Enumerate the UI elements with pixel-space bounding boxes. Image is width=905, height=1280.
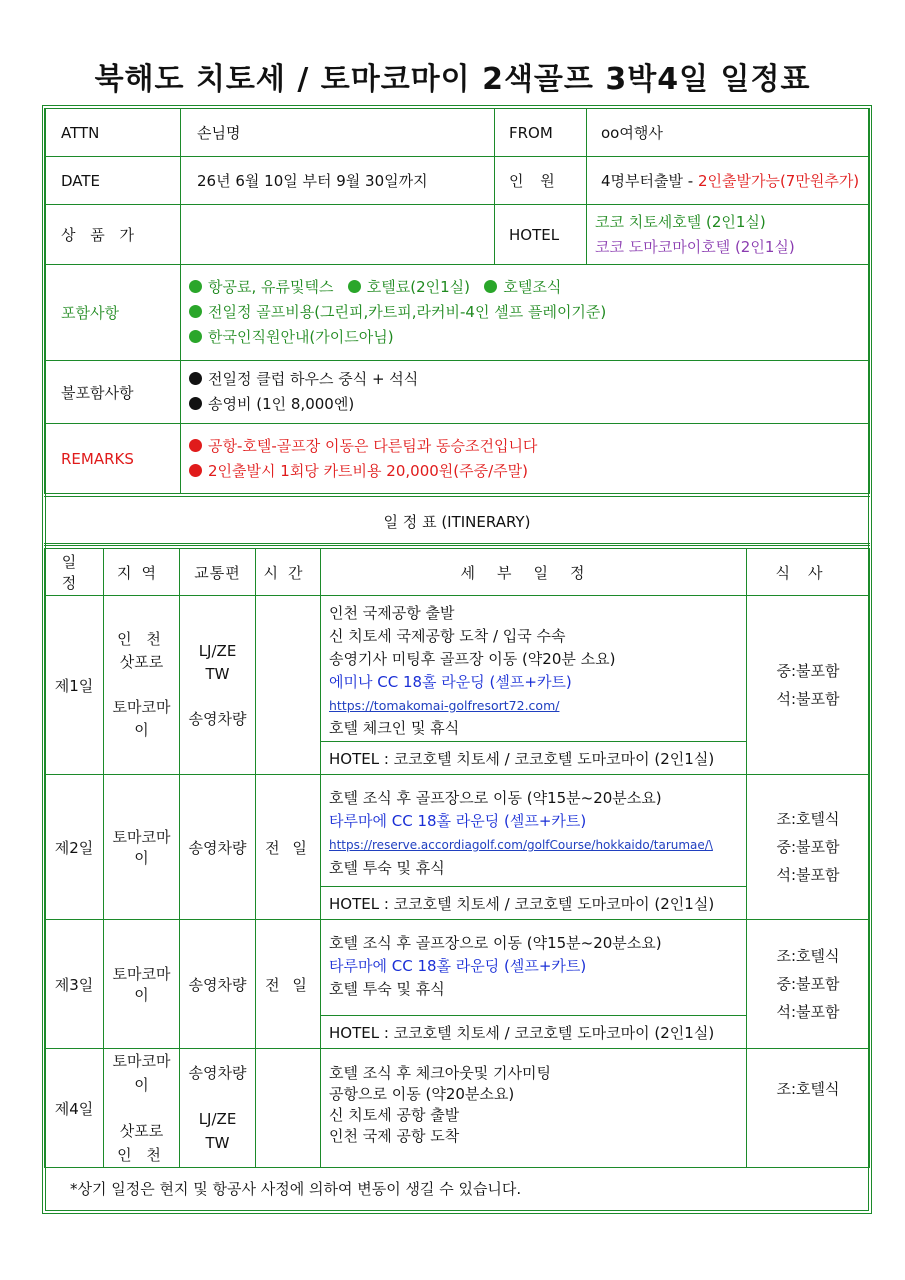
golf-round: 타루마에 CC 18홀 라운딩 (셀프+카트) (329, 812, 587, 830)
excluded-list (181, 361, 870, 424)
bullet-icon (189, 464, 202, 477)
remark-2: 2인출발시 1회당 카트비용 20,000원(주중/주말) (208, 461, 528, 480)
day-3-hotel: HOTEL : 코코호텔 치토세 / 코코호텔 도마코마이 (2인1실) (321, 1016, 747, 1049)
day-2-region: 토마코마이 (104, 775, 180, 920)
footnote: *상기 일정은 현지 및 항공사 사정에 의하여 변동이 생길 수 있습니다. (70, 1180, 522, 1198)
incl-hotel: 호텔료(2인1실) (366, 278, 471, 296)
included-list (181, 265, 870, 361)
hotel-2: 코코 도마코마이호텔 (2인1실) (595, 237, 795, 256)
people-count: 4명부터출발 - (601, 172, 698, 190)
meal-line: 중:불포함 (776, 662, 840, 680)
transport-line: TW (205, 664, 230, 683)
detail-line: 공항으로 이동 (약20분소요) (329, 1085, 515, 1103)
day-4-transport (180, 1049, 256, 1168)
golf-round: 타루마에 CC 18홀 라운딩 (셀프+카트) (329, 957, 587, 975)
itinerary-title: 일 정 표 (ITINERARY) (44, 496, 870, 546)
golf-course-link[interactable]: https://reserve.accordiagolf.com/golfCourse/hokkaido/tarumae/\ (329, 838, 713, 852)
region-line: 토마코마이 (112, 698, 171, 739)
excl-transfer: 송영비 (1인 8,000엔) (208, 395, 355, 413)
day-1-transport (180, 596, 256, 775)
header-detail: 세부일정 (321, 549, 747, 596)
region-line: 삿포로 (119, 653, 164, 671)
incl-golf: 전일정 골프비용(그린피,카트피,라커비-4인 셀프 플레이기준) (208, 303, 607, 321)
transport-line: 송영차량 (188, 1064, 247, 1082)
attn-value: 손님명 (181, 109, 495, 157)
meal-line: 석:불포함 (776, 690, 840, 708)
detail-line: 호텔 조식 후 체크아웃및 기사미팅 (329, 1064, 551, 1082)
detail-line: 호텔 투숙 및 휴식 (329, 980, 445, 998)
excl-meals: 전일정 클럽 하우스 중식 + 석식 (208, 370, 419, 388)
incl-staff: 한국인직원안내(가이드아님) (208, 328, 394, 346)
region-line: 인 천 (117, 1146, 166, 1164)
detail-line: 인천 국제공항 출발 (329, 604, 455, 622)
meal-line: 조:호텔식 (776, 947, 840, 965)
detail-line: 신 치토세 공항 출발 (329, 1106, 460, 1124)
day-1-region (104, 596, 180, 775)
price-label: 상 품 가 (45, 205, 181, 265)
transport-line: LJ/ZE (198, 641, 237, 660)
meal-line: 석:불포함 (776, 1003, 840, 1021)
hotel-label: HOTEL (495, 205, 587, 265)
day-3-detail (321, 920, 747, 1016)
day-3-region: 토마코마이 (104, 920, 180, 1049)
detail-line: 호텔 조식 후 골프장으로 이동 (약15분~20분소요) (329, 934, 662, 952)
day-4-label: 제4일 (45, 1049, 104, 1168)
day-3-transport: 송영차량 (180, 920, 256, 1049)
from-label: FROM (495, 109, 587, 157)
region-line: 인 천 (117, 630, 166, 648)
day-4-time (256, 1049, 321, 1168)
date-label: DATE (45, 157, 181, 205)
bullet-icon (348, 280, 361, 293)
meal-line: 중:불포함 (776, 838, 840, 856)
day-1-label: 제1일 (45, 596, 104, 775)
day-1-detail (321, 596, 747, 742)
included-label: 포함사항 (45, 265, 181, 361)
day-1-meals (747, 596, 870, 775)
excluded-label: 불포함사항 (45, 361, 181, 424)
day-1-hotel: HOTEL : 코코호텔 치토세 / 코코호텔 도마코마이 (2인1실) (321, 742, 747, 775)
day-1-time (256, 596, 321, 775)
page-title: 북해도 치토세 / 토마코마이 2색골프 3박4일 일정표 (94, 62, 811, 97)
meal-line: 중:불포함 (776, 975, 840, 993)
day-2-label: 제2일 (45, 775, 104, 920)
meal-line: 석:불포함 (776, 866, 840, 884)
transport-line: 송영차량 (188, 709, 247, 728)
golf-course-link[interactable]: https://tomakomai-golfresort72.com/ (329, 698, 560, 713)
hotel-1: 코코 치토세호텔 (2인1실) (595, 212, 766, 231)
detail-line: 호텔 체크인 및 휴식 (329, 719, 460, 737)
from-value: oo여행사 (587, 109, 870, 157)
remarks-label: REMARKS (45, 424, 181, 494)
detail-line: 인천 국제 공항 도착 (329, 1127, 460, 1145)
day-3-label: 제3일 (45, 920, 104, 1049)
date-value: 26년 6월 10일 부터 9월 30일까지 (181, 157, 495, 205)
region-line: 삿포로 (119, 1122, 164, 1140)
header-region: 지역 (104, 549, 180, 596)
people-note: 2인출발가능(7만원추가) (697, 172, 860, 190)
header-meal: 식사 (747, 549, 870, 596)
hotel-list (587, 205, 870, 265)
bullet-icon (189, 330, 202, 343)
bullet-icon (484, 280, 497, 293)
day-4-region (104, 1049, 180, 1168)
day-2-meals (747, 775, 870, 920)
incl-breakfast: 호텔조식 (503, 278, 562, 296)
day-3-time: 전 일 (256, 920, 321, 1049)
bullet-icon (189, 280, 202, 293)
bullet-icon (189, 372, 202, 385)
people-label: 인 원 (495, 157, 587, 205)
detail-line: 호텔 조식 후 골프장으로 이동 (약15분~20분소요) (329, 789, 662, 807)
price-value (181, 205, 495, 265)
day-2-hotel: HOTEL : 코코호텔 치토세 / 코코호텔 도마코마이 (2인1실) (321, 887, 747, 920)
attn-label: ATTN (45, 109, 181, 157)
remark-1: 공항-호텔-골프장 이동은 다른팀과 동승조건입니다 (208, 436, 538, 455)
header-time: 시간 (256, 549, 321, 596)
remarks-list (181, 424, 870, 494)
info-table (44, 108, 870, 494)
bullet-icon (189, 305, 202, 318)
day-2-detail (321, 775, 747, 887)
day-2-time: 전 일 (256, 775, 321, 920)
header-transport: 교통편 (180, 549, 256, 596)
day-3-meals (747, 920, 870, 1049)
bullet-icon (189, 439, 202, 452)
detail-line: 호텔 투숙 및 휴식 (329, 859, 445, 877)
schedule-table (44, 548, 870, 1168)
incl-airfare: 항공료, 유류및텍스 (208, 278, 334, 296)
transport-line: LJ/ZE (198, 1110, 237, 1128)
region-line: 토마코마이 (112, 1052, 171, 1094)
detail-line: 송영기사 미팅후 골프장 이동 (약20분 소요) (329, 650, 616, 668)
day-4-meals (747, 1049, 870, 1168)
people-value (587, 157, 870, 205)
detail-line: 신 치토세 국제공항 도착 / 입국 수속 (329, 627, 566, 645)
transport-line: TW (205, 1134, 230, 1152)
day-2-transport: 송영차량 (180, 775, 256, 920)
golf-round: 에미나 CC 18홀 라운딩 (셀프+카트) (329, 673, 572, 691)
day-4-detail (321, 1049, 747, 1168)
meal-line: 조:호텔식 (776, 810, 840, 828)
bullet-icon (189, 397, 202, 410)
meal-line: 조:호텔식 (776, 1080, 840, 1098)
header-day: 일정 (45, 549, 104, 596)
